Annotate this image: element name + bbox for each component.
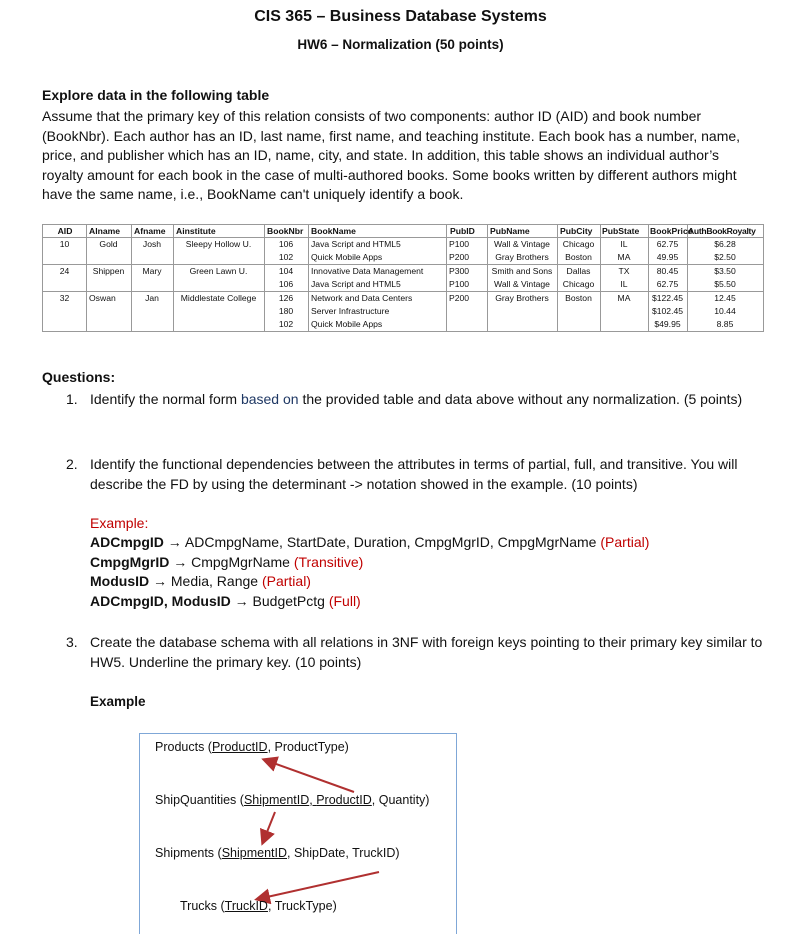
question-3 (66, 632, 766, 674)
cell-bookname: Server Infrastructure (311, 306, 390, 316)
cell-royalty: $3.50 (714, 266, 736, 276)
intro-paragraph: Assume that the primary key of this relation consists of two components: author ID (AID) and book number (BookNbr). Each author has an ID, last name, first name, and teaching institute. Each book has a number, name, price, and publisher which has an ID, name, city, and state. In addition, this table shows an individual author’s royalty amount for each book in the case of multi-authored books. Some books written by different authors might have the same name, i.e., BookName can't uniquely identify a book. (42, 108, 741, 202)
cell-royalty: 10.44 (714, 306, 736, 316)
cell-bookname: Java Script and HTML5 (311, 239, 401, 249)
question-number: 3. (66, 634, 78, 650)
cell-royalty: 12.45 (714, 293, 736, 303)
cell-booknbr: 126 (278, 293, 294, 303)
col-header: Alname (89, 226, 121, 236)
author-lname: Shippen (92, 266, 125, 276)
table-row (43, 278, 763, 291)
table-row (43, 318, 763, 331)
cell-bookname: Quick Mobile Apps (311, 319, 383, 329)
page-subtitle: HW6 – Normalization (50 points) (297, 37, 504, 52)
table-row (43, 292, 763, 305)
cell-bookname: Innovative Data Management (311, 266, 424, 276)
example-fd-label: Example: (90, 515, 149, 531)
cell-pubid: P200 (449, 252, 470, 262)
author-lname: Gold (99, 239, 118, 249)
relation-shipments: Shipments (ShipmentID, ShipDate, TruckID) (155, 846, 400, 860)
table-row (43, 305, 763, 318)
cell-royalty: $2.50 (714, 252, 736, 262)
example-fd-line: CmpgMgrID → CmpgMgrName (Transitive) (90, 554, 364, 570)
cell-pubstate: IL (620, 279, 628, 289)
example-schema-label: Example (90, 694, 146, 709)
question-number: 1. (66, 391, 78, 407)
author-lname: Oswan (89, 293, 116, 303)
cell-pubcity: Chicago (562, 279, 595, 289)
col-header: PubCity (560, 226, 593, 236)
cell-booknbr: 106 (278, 239, 294, 249)
fk-arrow (263, 812, 275, 842)
cell-pubname: Wall & Vintage (494, 239, 550, 249)
cell-bookprice: $49.95 (654, 319, 681, 329)
cell-pubcity: Dallas (566, 266, 591, 276)
cell-pubcity: Boston (565, 252, 592, 262)
table-header-row (43, 225, 763, 238)
cell-pubid: P300 (449, 266, 470, 276)
cell-bookprice: $122.45 (651, 293, 684, 303)
example-fd-line: ADCmpgID → ADCmpgName, StartDate, Duration, CmpgMgrID, CmpgMgrName (Partial) (90, 534, 650, 550)
cell-pubid: P200 (449, 293, 470, 303)
col-header: BookNbr (267, 226, 304, 236)
col-header: Ainstitute (176, 226, 216, 236)
col-header: AuthBookRoyalty (688, 226, 756, 236)
cell-pubid: P100 (449, 239, 470, 249)
cell-pubname: Smith and Sons (491, 266, 553, 276)
cell-booknbr: 102 (278, 319, 294, 329)
fk-arrow (265, 760, 354, 792)
author-aid: 32 (59, 293, 70, 303)
cell-royalty: $6.28 (714, 239, 736, 249)
cell-bookname: Java Script and HTML5 (311, 279, 401, 289)
cell-pubstate: MA (617, 252, 631, 262)
fk-arrow (258, 872, 379, 899)
cell-bookprice: 49.95 (656, 252, 679, 262)
cell-bookprice: 62.75 (656, 279, 679, 289)
question-number: 2. (66, 456, 78, 472)
author-inst: Middlestate College (180, 293, 257, 303)
col-header: BookName (311, 226, 356, 236)
cell-bookprice: 80.45 (656, 266, 679, 276)
cell-booknbr: 180 (278, 306, 294, 316)
col-header: PubID (450, 226, 475, 236)
relation-trucks: Trucks (TruckID, TruckType) (180, 899, 337, 913)
cell-pubid: P100 (449, 279, 470, 289)
cell-pubname: Gray Brothers (495, 293, 549, 303)
cell-bookprice: $102.45 (651, 306, 684, 316)
example-fd-line: ModusID → Media, Range (Partial) (90, 573, 311, 589)
cell-pubstate: IL (620, 239, 628, 249)
intro-heading: Explore data in the following table (42, 87, 270, 103)
author-fname: Josh (142, 239, 162, 249)
relation-shipquantities: ShipQuantities (ShipmentID, ProductID, Quantity) (155, 793, 430, 807)
question-text: Create the database schema with all relations in 3NF with foreign keys pointing to their primary key similar to HW5. Underline the primary key. (10 points) (90, 634, 763, 670)
question-text: Identify the functional dependencies between the attributes in terms of partial, full, and transitive. You will describe the FD by using the determinant -> notation showed in the example. (10 points) (90, 456, 738, 492)
col-header: PubState (602, 226, 640, 236)
cell-royalty: 8.85 (716, 319, 734, 329)
col-header: BookPrice (650, 226, 693, 236)
author-fname: Jan (145, 293, 159, 303)
author-inst: Sleepy Hollow U. (185, 239, 252, 249)
cell-booknbr: 104 (278, 266, 294, 276)
author-aid: 24 (59, 266, 70, 276)
cell-pubname: Gray Brothers (495, 252, 549, 262)
table-row (43, 265, 763, 278)
page-title: CIS 365 – Business Database Systems (254, 8, 547, 25)
cell-pubstate: MA (617, 293, 631, 303)
cell-booknbr: 102 (278, 252, 294, 262)
data-table (42, 224, 764, 332)
cell-bookname: Quick Mobile Apps (311, 252, 383, 262)
col-header: Afname (134, 226, 166, 236)
table-row (43, 251, 763, 264)
cell-royalty: $5.50 (714, 279, 736, 289)
author-aid: 10 (59, 239, 70, 249)
cell-booknbr: 106 (278, 279, 294, 289)
cell-bookprice: 62.75 (656, 239, 679, 249)
table-row (43, 238, 763, 251)
questions-heading: Questions: (42, 369, 116, 385)
cell-pubcity: Boston (565, 293, 592, 303)
question-1 (66, 389, 766, 431)
question-2 (66, 454, 766, 496)
cell-pubname: Wall & Vintage (494, 279, 550, 289)
cell-pubcity: Chicago (562, 239, 595, 249)
relation-products: Products (ProductID, ProductType) (155, 740, 349, 754)
author-inst: Green Lawn U. (189, 266, 248, 276)
schema-diagram (139, 733, 457, 934)
cell-pubstate: TX (618, 266, 630, 276)
example-fd-line: ADCmpgID, ModusID → BudgetPctg (Full) (90, 593, 361, 609)
col-header: PubName (490, 226, 530, 236)
author-fname: Mary (142, 266, 162, 276)
question-text: Identify the normal form based on the provided table and data above without any normalization. (5 points) (90, 391, 743, 407)
col-header: AID (57, 226, 73, 236)
cell-bookname: Network and Data Centers (311, 293, 413, 303)
